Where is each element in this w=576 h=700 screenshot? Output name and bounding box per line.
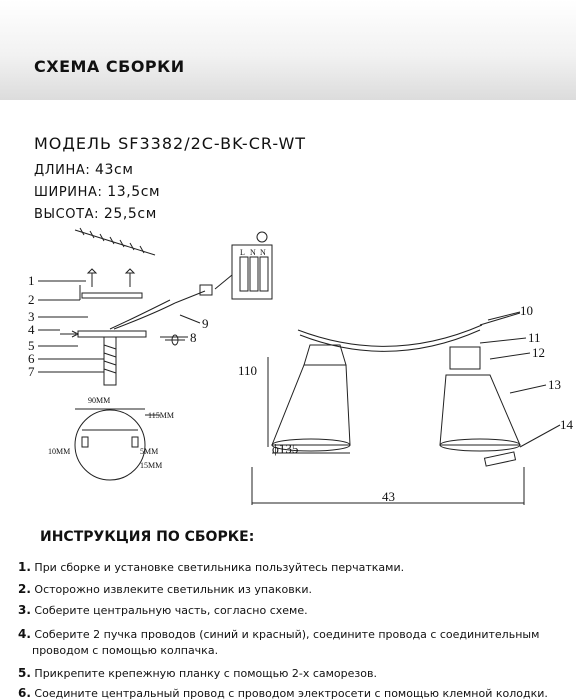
step-text: Соедините центральный провод с проводом электросети с помощью клемной колодки.: [34, 687, 548, 700]
step-number: 2.: [18, 582, 31, 596]
spec-length: [34, 162, 134, 178]
model-line: [34, 134, 306, 153]
wire-bundle: [110, 285, 212, 329]
step-number: 6.: [18, 686, 31, 700]
spec-label: ШИРИНА:: [34, 185, 103, 200]
screw-icon: [88, 269, 134, 287]
callout-6: 6: [28, 351, 35, 366]
spec-label: ДЛИНА:: [34, 163, 91, 178]
callout-11: 11: [528, 330, 541, 345]
instruction-step: [18, 560, 404, 574]
step-text-continuation: проводом с помощью колпачка.: [32, 644, 219, 657]
step-text: При сборке и установке светильника пользуйтесь перчатками.: [34, 561, 405, 574]
mounting-plate: [82, 293, 142, 298]
callout-12: 12: [532, 345, 545, 360]
dimension-10: 10MM: [48, 447, 71, 456]
instruction-step: [18, 582, 312, 596]
spec-label: ВЫСОТА:: [34, 207, 100, 222]
dimension-15: 15MM: [140, 461, 163, 470]
step-text: Соберите 2 пучка проводов (синий и красный), соедините провода с соединительным: [34, 628, 540, 641]
instruction-step: [18, 603, 308, 617]
step-number: 5.: [18, 666, 31, 680]
instruction-step: [18, 666, 377, 680]
assembly-diagram: [0, 225, 576, 515]
callout-9: 9: [202, 316, 209, 331]
terminal-letter: L: [240, 248, 245, 257]
dimension-90: 90MM: [88, 396, 111, 405]
dimension-length: 43: [382, 489, 395, 504]
instruction-step: [18, 686, 548, 700]
instructions-title: ИНСТРУКЦИЯ ПО СБОРКЕ:: [40, 529, 255, 545]
callout-1: 1: [28, 273, 35, 288]
dimension-height: 110: [238, 363, 258, 378]
page-header: [0, 0, 576, 100]
terminal-letter: N: [260, 248, 266, 257]
callout-8: 8: [190, 330, 197, 345]
dimension-diameter: ϕ135: [272, 441, 299, 456]
step-number: 3.: [18, 603, 31, 617]
terminal-letter: N: [250, 248, 256, 257]
dimension-115: 115MM: [148, 411, 174, 420]
callout-14: 14: [560, 417, 573, 432]
step-text: Соберите центральную часть, согласно схеме.: [34, 604, 308, 617]
callout-3: 3: [28, 309, 35, 324]
lamp-shade-left: [272, 345, 350, 451]
page-title: СХЕМА СБОРКИ: [34, 57, 185, 76]
canopy-base-view: [75, 410, 145, 480]
spec-height: [34, 206, 157, 222]
callout-7: 7: [28, 364, 35, 379]
model-code: SF3382/2C-BK-CR-WT: [118, 134, 307, 153]
lamp-shade-right: [440, 347, 520, 466]
step-number: 1.: [18, 560, 31, 574]
spec-value: 25,5см: [103, 206, 157, 222]
model-label: МОДЕЛЬ: [34, 134, 113, 153]
spec-width: [34, 184, 160, 200]
center-rod: [104, 337, 116, 385]
step-number: 4.: [18, 627, 31, 641]
step-text: Прикрепите крепежную планку с помощью 2-х саморезов.: [34, 667, 377, 680]
terminal-block: [215, 232, 272, 299]
spec-value: 43см: [95, 162, 134, 178]
callout-2: 2: [28, 292, 35, 307]
callout-13: 13: [548, 377, 561, 392]
ceiling-hatch: [75, 228, 155, 255]
callout-4: 4: [28, 322, 35, 337]
spec-value: 13,5см: [107, 184, 161, 200]
step-text: Осторожно извлеките светильник из упаковки.: [34, 583, 312, 596]
instruction-step: [18, 627, 540, 657]
callout-5: 5: [28, 338, 35, 353]
dimension-5: 5MM: [140, 447, 159, 456]
callout-10: 10: [520, 303, 533, 318]
canopy: [78, 331, 146, 337]
